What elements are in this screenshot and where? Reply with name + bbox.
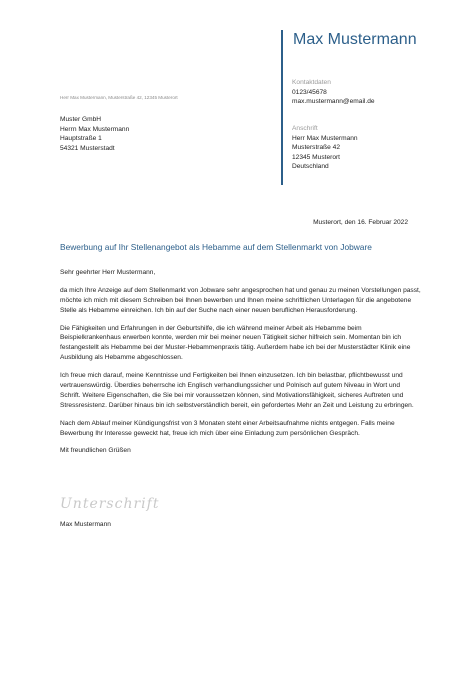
recipient-line: Herrn Max Mustermann [60, 125, 130, 133]
sender-email: max.mustermann@email.de [292, 98, 375, 106]
sender-name: Max Mustermann [293, 31, 417, 48]
contact-heading: Kontaktdaten [292, 79, 331, 86]
letter-date: Musterort, den 16. Februar 2022 [313, 219, 408, 226]
sender-address-line: Musterstraße 42 [292, 144, 341, 152]
salutation: Sehr geehrter Herr Mustermann, [60, 269, 156, 276]
body-paragraph: da mich Ihre Anzeige auf dem Stellenmarkt von Jobware sehr angesprochen hat und genau zu meinen Vorstellungen passt, möchte ich mich mit diesem Schreiben bei Ihnen bewerben und Ihnen meine schriftlichen Unterlagen für die angebotene Stelle als Hebamme einreichen. Ich bin auf der Suche nach einer neuen beruflichen Herausforderung. [60, 286, 421, 314]
body-paragraph: Die Fähigkeiten und Erfahrungen in der Geburtshilfe, die ich während meiner Arbeit als Hebamme beim Beispielkrankenhaus erwerben konnte, werden mir bei meiner neuen Tätigkeit sicher hilfreich sein. Momentan bin ich festangestellt als Hebamme bei der Muster-Hebammenpraxis tätig. Außerdem habe ich bei der Musterstädter Klinik eine Ausbildung als Hebamme abgeschlossen. [60, 324, 411, 362]
body-paragraph: Ich freue mich darauf, meine Kenntnisse und Fertigkeiten bei Ihnen einzusetzen. Ich bin belastbar, pflichtbewusst und vertrauenswürdig. Überdies beherrsche ich Englisch verhandlungssicher und Polnisch auf gutem Niveau in Wort und Schrift. Weitere Eigenschaften, die Sie bei mir voraussetzen können, sind Motivationsfähigkeit, sicheres Auftreten und Stressresistenz. Darüber hinaus bin ich selbstverständlich bereit, ein gefordertes Mehr an Zeit und Leistung zu erbringen. [60, 372, 414, 409]
letter-body [60, 268, 422, 464]
sender-address-line: Deutschland [292, 163, 329, 171]
recipient-line: 54321 Musterstadt [60, 144, 115, 152]
recipient-block [60, 115, 260, 153]
return-address: Herr Max Mustermann, Musterstraße 42, 12345 Musterort [60, 95, 178, 100]
recipient-line: Muster GmbH [60, 116, 102, 123]
recipient-line: Hauptstraße 1 [60, 135, 102, 143]
address-block [292, 124, 462, 172]
closing: Mit freundlichen Grüßen [60, 447, 131, 455]
signature-name: Max Mustermann [60, 521, 111, 528]
letter-subject: Bewerbung auf Ihr Stellenangebot als Hebamme auf dem Stellenmarkt von Jobware [60, 242, 372, 252]
sender-address-line: 12345 Musterort [292, 153, 341, 161]
accent-divider [281, 30, 283, 185]
sender-address-line: Herr Max Mustermann [292, 134, 358, 142]
signature-script: Unterschrift [60, 496, 160, 512]
sender-phone: 0123/45678 [292, 88, 327, 96]
contact-block [292, 78, 462, 107]
body-paragraph: Nach dem Ablauf meiner Kündigungsfrist von 3 Monaten steht einer Arbeitsaufnahme nichts entgegen. Falls meine Bewerbung Ihr Interesse geweckt hat, freue ich mich über eine Einladung zum persönlichen Gespräch. [60, 419, 395, 437]
address-heading: Anschrift [292, 125, 318, 132]
